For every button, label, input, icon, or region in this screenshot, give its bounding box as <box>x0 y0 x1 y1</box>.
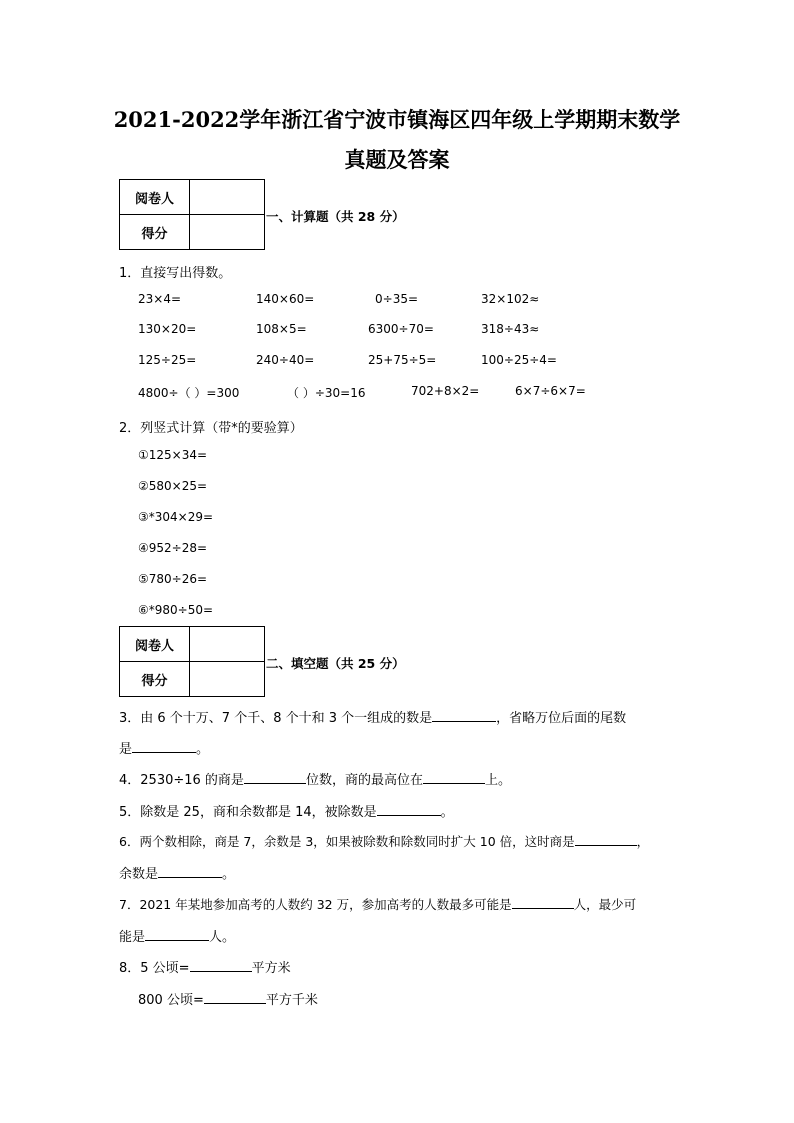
question-1-label: 1．直接写出得数。 <box>119 266 232 281</box>
q1-cell: 130×20= <box>138 322 197 336</box>
answer-blank <box>575 832 637 846</box>
reviewer-blank <box>190 180 265 215</box>
q1-cell: 240÷40= <box>256 353 315 367</box>
question-2-label: 2．列竖式计算（带*的要验算） <box>119 421 303 436</box>
score-label: 得分 <box>120 215 190 250</box>
q3-text-c: 是 <box>119 742 133 757</box>
q2-item: ⑤780÷26= <box>138 572 208 586</box>
q3-text-b: ，省略万位后面的尾数 <box>496 711 627 726</box>
section-heading-1: 一、计算题（共 28 分） <box>266 209 405 224</box>
score-table-1 <box>119 179 265 250</box>
score-blank <box>190 662 265 697</box>
q1-cell: 4800÷（ ）=300 <box>138 386 240 400</box>
answer-blank <box>512 895 574 909</box>
q8-text-b: 平方米 <box>251 961 291 976</box>
q1-cell: 6300÷70= <box>368 322 434 336</box>
q8-text-c: 800 公顷= <box>138 993 204 1008</box>
q6-text-b: ， <box>636 834 650 849</box>
document-title-line-2: 真题及答案 <box>344 147 450 172</box>
q4-text-c: 上。 <box>484 773 511 788</box>
score-label: 得分 <box>120 662 190 697</box>
q1-cell: （ ）÷30=16 <box>287 386 366 400</box>
reviewer-label: 阅卷人 <box>120 180 190 215</box>
question-3-cont <box>119 738 209 757</box>
q1-cell: 125÷25= <box>138 353 197 367</box>
q2-item: ①125×34= <box>138 448 208 462</box>
q6-text-c: 余数是 <box>119 867 159 882</box>
q1-cell: 100÷25÷4= <box>481 353 557 367</box>
q1-cell: 108×5= <box>256 322 307 336</box>
answer-blank <box>423 770 485 784</box>
reviewer-blank <box>190 627 265 662</box>
q3-text-d: 。 <box>196 742 210 757</box>
score-table-2 <box>119 626 265 697</box>
answer-blank <box>432 708 496 722</box>
q3-text-a: 3．由 6 个十万、7 个千、8 个十和 3 个一组成的数是 <box>119 711 433 726</box>
q7-text-d: 人。 <box>209 930 236 945</box>
q2-item: ⑥*980÷50= <box>138 603 214 617</box>
q1-cell: 140×60= <box>256 292 315 306</box>
section-heading-2: 二、填空题（共 25 分） <box>266 656 405 671</box>
score-blank <box>190 215 265 250</box>
q1-cell: 318÷43≈ <box>481 322 540 336</box>
q1-cell: 23×4= <box>138 292 182 306</box>
question-5 <box>119 801 454 820</box>
q2-item: ④952÷28= <box>138 541 208 555</box>
answer-blank <box>132 739 196 753</box>
answer-blank <box>190 958 252 972</box>
reviewer-label: 阅卷人 <box>120 627 190 662</box>
q5-text-a: 5．除数是 25，商和余数都是 14，被除数是 <box>119 805 377 820</box>
q7-text-a: 7．2021 年某地参加高考的人数约 32 万，参加高考的人数最多可能是 <box>119 897 512 912</box>
answer-blank <box>377 802 441 816</box>
q6-text-a: 6．两个数相除，商是 7，余数是 3，如果被除数和除数同时扩大 10 倍，这时商是 <box>119 834 575 849</box>
q4-text-b: 位数，商的最高位在 <box>305 773 423 788</box>
q6-text-d: 。 <box>222 867 236 882</box>
document-title-line-1: 2021-2022学年浙江省宁波市镇海区四年级上学期期末数学 <box>113 107 681 132</box>
q5-text-b: 。 <box>440 805 454 820</box>
q1-cell: 25+75÷5= <box>368 353 437 367</box>
answer-blank <box>244 770 306 784</box>
q8-text-a: 8．5 公顷= <box>119 961 190 976</box>
question-4 <box>119 769 511 788</box>
question-7 <box>119 895 636 913</box>
q1-cell: 6×7÷6×7= <box>515 384 586 398</box>
question-8-cont <box>138 989 318 1008</box>
question-3 <box>119 707 626 726</box>
answer-blank <box>145 927 209 941</box>
q1-cell: 702+8×2= <box>411 384 480 398</box>
answer-blank <box>204 990 266 1004</box>
q8-text-d: 平方千米 <box>265 993 318 1008</box>
q1-cell: 32×102≈ <box>481 292 540 306</box>
q2-item: ②580×25= <box>138 479 208 493</box>
q2-item: ③*304×29= <box>138 510 214 524</box>
question-7-cont <box>119 926 235 945</box>
question-8 <box>119 957 291 976</box>
q4-text-a: 4．2530÷16 的商是 <box>119 773 244 788</box>
q1-cell: 0÷35= <box>375 292 419 306</box>
q7-text-c: 能是 <box>119 930 146 945</box>
question-6-cont <box>119 863 235 882</box>
question-6 <box>119 832 649 850</box>
answer-blank <box>158 864 222 878</box>
q7-text-b: 人，最少可 <box>573 897 637 912</box>
